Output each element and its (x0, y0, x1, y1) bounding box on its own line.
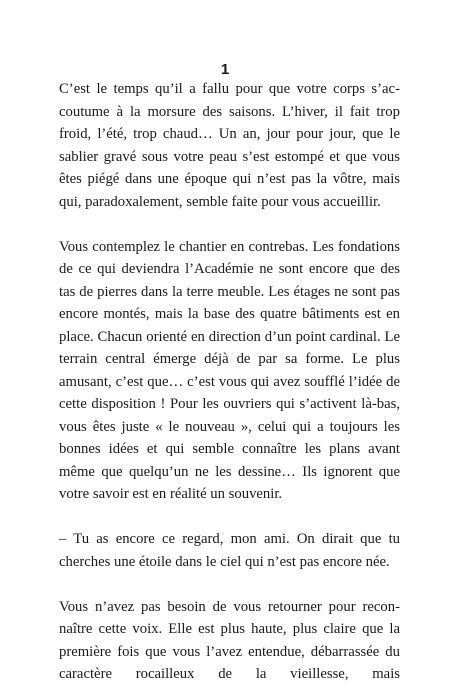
paragraph-3: – Tu as encore ce regard, mon ami. On dirait que tu cherches une étoile dans le ciel qui n’est pas encore née. (59, 531, 400, 570)
chapter-number: 1 (220, 61, 230, 78)
paragraph-1: C’est le temps qu’il a fallu pour que votre corps s’accoutume à la morsure des saisons. L’hiver, il fait trop froid, l’été, trop chaud… Un an, jour pour jour, que le sablier gravé sous votre peau s’est estompé et que vous êtes piégé dans une époque qui n’est pas la vôtre, mais qui, paradoxalement, semble faite pour vous accueillir. (59, 81, 400, 210)
chapter-body (59, 78, 400, 686)
paragraph-2: Vous contemplez le chantier en contrebas. Les fondations de ce qui deviendra l’Académie ne sont encore que des tas de pierres dans la terre meuble. Les étages ne sont pas encore montés, mais la base des quatre bâtiments est en place. Chacun orienté en direction d’un point cardinal. Le terrain central émerge déjà de par sa forme. Le plus amusant, c’est que… c’est vous qui avez soufflé l’idée de cette disposition ! Pour les ouvriers qui s’activent là-bas, vous êtes juste « le nouveau », celui qui a toujours les bonnes idées et qui semble connaître les plans avant même que quelqu’un ne les dessine… Ils ignorent que votre savoir est en réalité un souvenir. (59, 238, 400, 502)
paragraph-4: Vous n’avez pas besoin de vous retourner pour reconnaître cette voix. Elle est plus haute, plus claire que la première fois que vous l’avez entendue, débarrassée du caractère rocailleux de la vieillesse, mais (59, 598, 400, 682)
